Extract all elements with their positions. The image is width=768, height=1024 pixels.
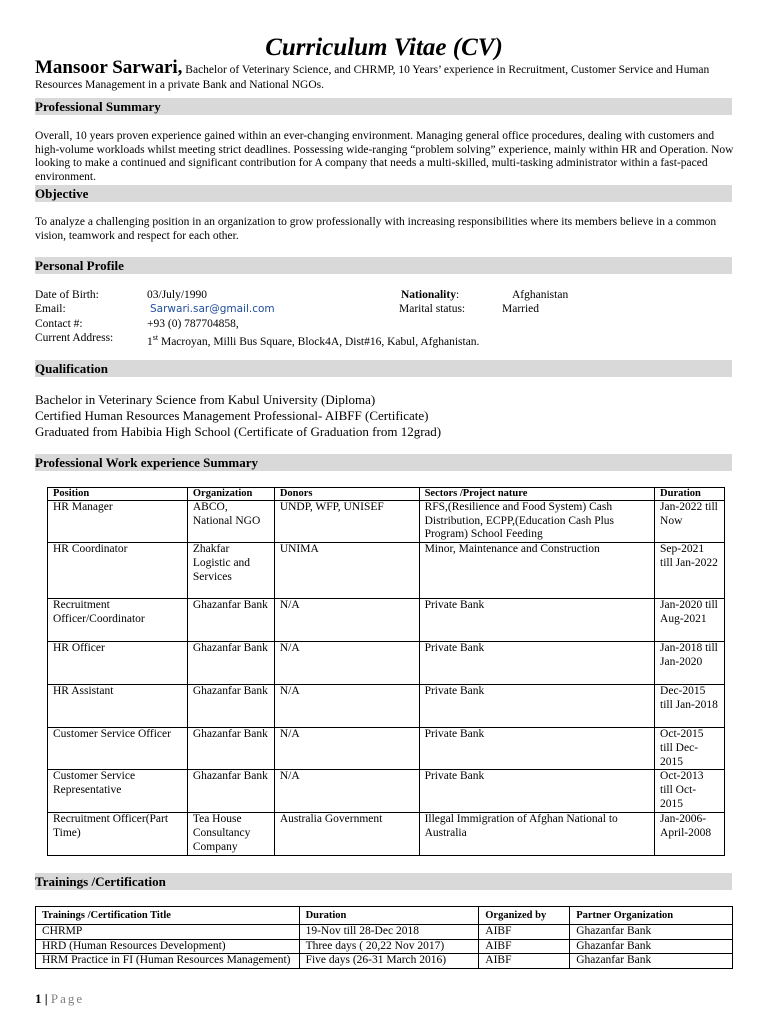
header-organization: Organization (187, 488, 274, 501)
summary-text: Overall, 10 years proven experience gained within an ever-changing environment. Managing general office procedures, dealing with customers and high-volume workloads whilst meeting strict deadlines. Possessing wide-ranging “problem solving” experience, mainly within HR and Operation. Now looking to make a continued and significant contribution for A company that needs a multi-skilled, multi-tasking administrator within a fast-paced environment. (35, 130, 734, 183)
table-row: HR Coordinator Zhakfar Logistic and Services UNIMA Minor, Maintenance and Construction Sep-2021 till Jan-2022 (48, 543, 725, 599)
page-footer: 1 | Page (35, 991, 85, 1006)
table-row: HR Manager ABCO, National NGO UNDP, WFP, UNISEF RFS,(Resilience and Food System) Cash Distribution, ECPP,(Education Cash Plus Program) School Feeding Jan-2022 till Now (48, 501, 725, 543)
candidate-name: Mansoor Sarwari, (35, 57, 183, 78)
dob-value: 03/July/1990 (147, 289, 208, 301)
trainings-table (35, 906, 733, 969)
table-row: CHRMP 19-Nov till 28-Dec 2018 AIBF Ghazanfar Bank (36, 925, 733, 940)
nationality-value: Afghanistan (512, 289, 569, 301)
dob-label: Date of Birth: (35, 289, 99, 301)
qualification-item: Graduated from Habibia High School (Certificate of Graduation from 12grad) (35, 424, 442, 439)
header-training-title: Trainings /Certification Title (36, 907, 300, 925)
section-work-experience: Professional Work experience Summary (35, 454, 732, 471)
table-row: HRD (Human Resources Development) Three days ( 20,22 Nov 2017) AIBF Ghazanfar Bank (36, 939, 733, 954)
header-training-duration: Duration (299, 907, 479, 925)
marital-value: Married (502, 303, 540, 315)
address-value: 1st Macroyan, Milli Bus Square, Block4A, Dist#16, Kabul, Afghanistan. (147, 333, 480, 348)
qualification-item: Certified Human Resources Management Professional- AIBFF (Certificate) (35, 408, 429, 423)
page-label: Page (50, 991, 85, 1006)
email-label: Email: (35, 303, 66, 315)
qualification-item: Bachelor in Veterinary Science from Kabul University (Diploma) (35, 392, 376, 407)
table-row: HRM Practice in FI (Human Resources Management) Five days (26-31 March 2016) AIBF Ghazanfar Bank (36, 954, 733, 969)
section-personal-profile: Personal Profile (35, 257, 732, 274)
table-row: Customer Service Officer Ghazanfar Bank N/A Private Bank Oct-2015 till Dec-2015 (48, 728, 725, 770)
table-row: Customer Service Representative Ghazanfar Bank N/A Private Bank Oct-2013 till Oct-2015 (48, 770, 725, 813)
document-title: Curriculum Vitae (CV) (265, 34, 503, 61)
work-experience-table (47, 487, 725, 856)
address-label: Current Address: (35, 332, 114, 344)
section-professional-summary: Professional Summary (35, 98, 732, 115)
table-row: HR Assistant Ghazanfar Bank N/A Private Bank Dec-2015 till Jan-2018 (48, 685, 725, 728)
section-objective: Objective (35, 185, 732, 202)
contact-label: Contact #: (35, 318, 83, 330)
header-duration: Duration (655, 488, 725, 501)
header-partner-organization: Partner Organization (570, 907, 733, 925)
candidate-tagline: Bachelor of Veterinary Science, and CHRMP, 10 Years’ experience in Recruitment, Customer Service and Human Resources Management in a private Bank and National NGOs. (35, 64, 710, 91)
intro (35, 57, 740, 93)
email-link[interactable]: Sarwari.sar@gmail.com (150, 303, 275, 315)
contact-value: +93 (0) 787704858, (147, 318, 239, 330)
section-trainings: Trainings /Certification (35, 873, 732, 890)
header-sectors: Sectors /Project nature (419, 488, 654, 501)
table-row: HR Officer Ghazanfar Bank N/A Private Bank Jan-2018 till Jan-2020 (48, 642, 725, 685)
header-organized-by: Organized by (479, 907, 570, 925)
table-row: Recruitment Officer/Coordinator Ghazanfar Bank N/A Private Bank Jan-2020 till Aug-2021 (48, 599, 725, 642)
header-donors: Donors (274, 488, 419, 501)
section-qualification: Qualification (35, 360, 732, 377)
nationality-label: Nationality: (401, 289, 460, 301)
table-header-row (36, 907, 733, 925)
objective-text: To analyze a challenging position in an organization to grow professionally with increasing responsibilities where its members believe in a common vision, teamwork and respect for each other. (35, 216, 717, 242)
header-position: Position (48, 488, 188, 501)
page-number: 1 (35, 991, 42, 1006)
marital-label: Marital status: (399, 303, 466, 315)
table-row: Recruitment Officer(Part Time) Tea House Consultancy Company Australia Government Illegal Immigration of Afghan National to Australia Jan-2006-April-2008 (48, 813, 725, 856)
table-header-row (48, 488, 725, 501)
qualification-list (35, 392, 441, 440)
